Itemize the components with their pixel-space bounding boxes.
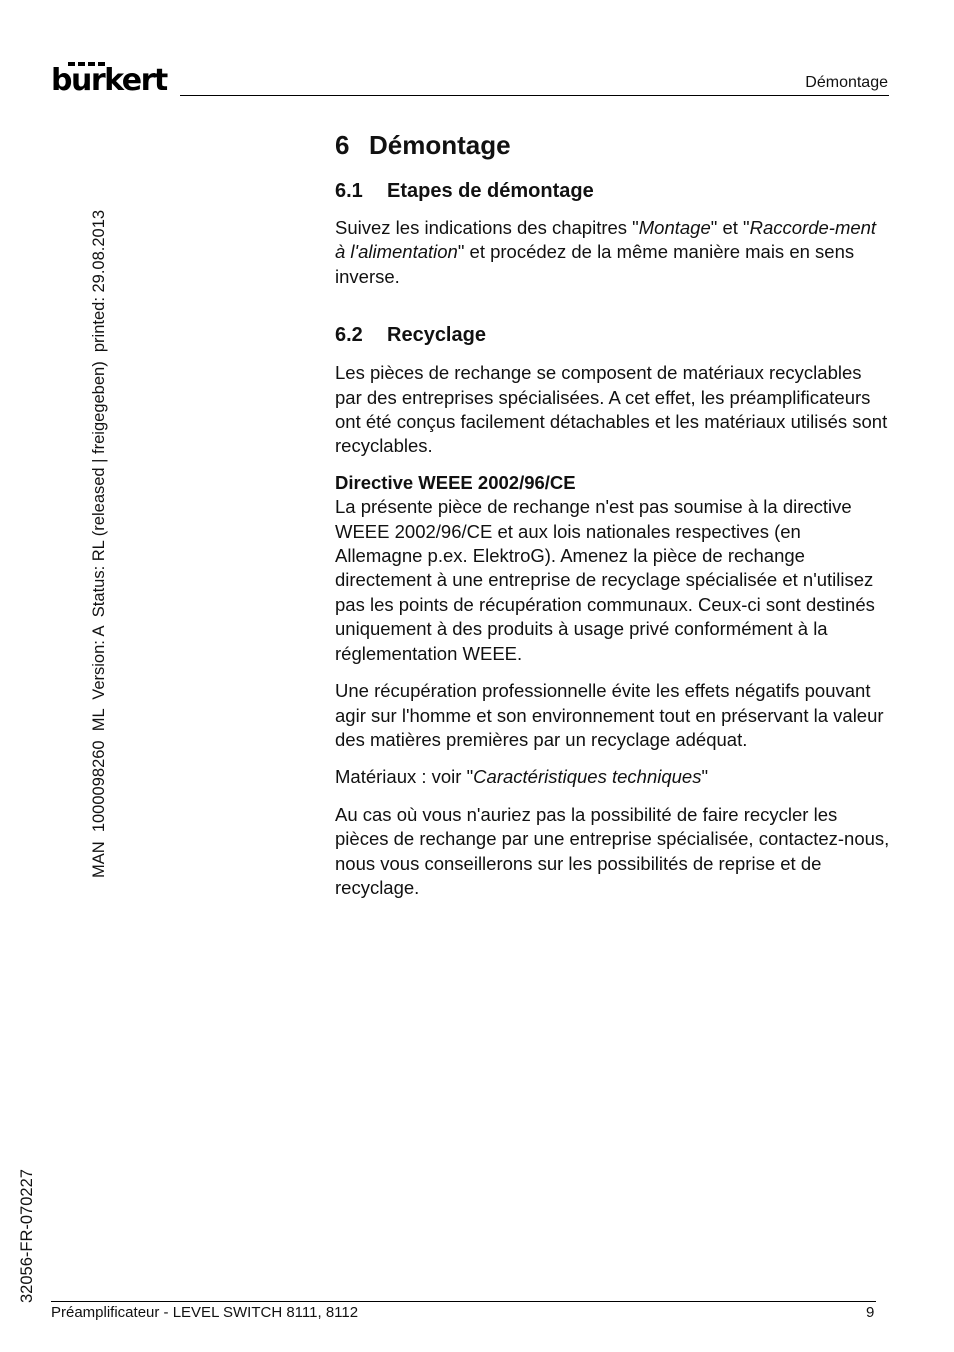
chapter-heading [335, 128, 890, 162]
section-number: 6.2 [335, 324, 363, 347]
text-run: " et procédez de la même manière mais en sens inverse. [335, 241, 855, 287]
burkert-logo [51, 60, 171, 100]
section-heading-6-2 [335, 322, 890, 348]
weee-directive-title: Directive WEEE 2002/96/CE [335, 471, 576, 493]
chapter-reference: Montage [638, 217, 711, 238]
revision-info: MAN 1000098260 ML Version: A Status: RL (released | freigegeben) printed: 29.08.2013 [90, 209, 108, 878]
header-rule [180, 95, 889, 96]
chapter-title: Démontage [369, 130, 511, 160]
document-code: 32056-FR-070227 [18, 1169, 36, 1303]
text-run: Matériaux : voir " [335, 766, 474, 788]
section-title: Recyclage [387, 324, 486, 347]
logo-text: burkert [51, 63, 167, 98]
page-number: 9 [866, 1304, 875, 1321]
chapter-reference: Caractéristiques techniques [473, 766, 702, 788]
weee-directive-text: La présente pièce de rechange n'est pas soumise à la directive WEEE 2002/96/CE et aux lois nationales respectives (en Allemagne p.ex. ElektroG). Amenez la pièce de rechange directement à une entreprise de recyclage spécialisée et n'utilisez pas les points de récupération communaux. Ceux-ci sont destinés uniquement à des produits à usage privé conformément à la réglementation WEEE. [335, 496, 875, 664]
section-number: 6.1 [335, 180, 363, 202]
section-heading-6-1 [335, 178, 890, 204]
header-section-title: Démontage [805, 74, 888, 91]
footer-product: Préamplificateur - LEVEL SWITCH 8111, 8112 [51, 1304, 359, 1321]
main-content [335, 128, 890, 900]
weee-directive-block [335, 471, 890, 666]
chapter-reference: Raccorde-ment à l'alimentation [335, 217, 877, 263]
text-run: " et " [710, 217, 750, 238]
contact-paragraph: Au cas où vous n'auriez pas la possibilité de faire recycler les pièces de rechange par une entreprise spécialisée, contactez-nous, nous vous conseillerons sur les possibilités de reprise et de recyclage. [335, 803, 890, 898]
recycling-paragraph: Les pièces de rechange se composent de matériaux recyclables par des entreprises spécialisées. A cet effet, les préamplificateurs ont été conçus facilement détachables et les matériaux utilisés sont recyclables. [335, 362, 888, 457]
text-run: " [701, 766, 709, 788]
materials-reference [335, 765, 890, 789]
footer-rule [51, 1301, 876, 1302]
professional-recovery-paragraph: Une récupération professionnelle évite les effets négatifs pouvant agir sur l'homme et son environnement tout en préservant la valeur des matières premières par un recyclage adéquat. [335, 680, 884, 750]
disassembly-paragraph [335, 216, 890, 289]
text-run: Suivez les indications des chapitres " [335, 217, 639, 238]
chapter-number: 6 [335, 130, 350, 160]
section-title: Etapes de démontage [387, 180, 594, 202]
